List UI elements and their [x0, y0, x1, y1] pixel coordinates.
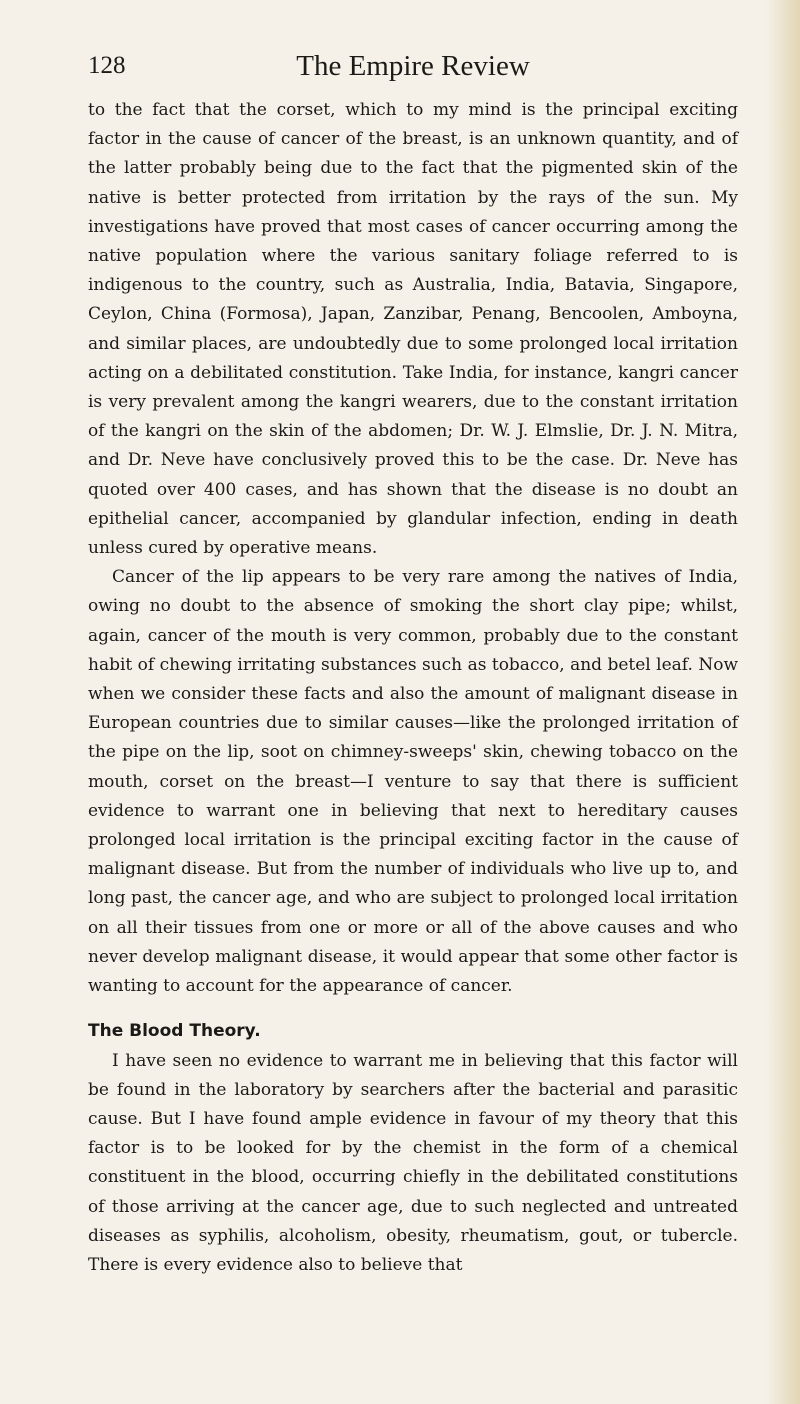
running-title: The Empire Review [296, 50, 530, 82]
page-edge-shadow [766, 0, 800, 1404]
page-number: 128 [88, 52, 126, 79]
paragraph-continued: to the fact that the corset, which to my mind is the principal exciting factor in the cause of cancer of the breast, is an unknown quantity, and of the latter probably being due to the fact that the pigmented skin of the native is better protected from irritation by the rays of the sun. My investigations have proved that most cases of cancer occurring among the native population where the various sanitary foliage referred to is indigenous to the country, such as Australia, India, Batavia, Singapore, Ceylon, China (Formosa), Japan, Zanzibar, Penang, Bencoolen, Amboyna, and similar places, are undoubtedly due to some prolonged local irritation acting on a debilitated constitution. Take India, for instance, kangri cancer is very prevalent among the kangri wearers, due to the constant irritation of the kangri on the skin of the abdomen; Dr. W. J. Elmslie, Dr. J. N. Mitra, and Dr. Neve have conclusively proved this to be the case. Dr. Neve has quoted over 400 cases, and has shown that the disease is no doubt an epithelial cancer, accompanied by glandular infection, ending in death unless cured by operative means. [88, 100, 738, 559]
page-header [88, 50, 738, 90]
section-heading: The Blood Theory. [88, 1021, 261, 1042]
paragraph-blood-theory: I have seen no evidence to warrant me in believing that this factor will be found in the laboratory by searchers after the bacterial and parasitic cause. But I have found ample evidence in favour of my theory that this factor is to be looked for by the chemist in the form of a chemical constituent in the blood, occurring chiefly in the debilitated constitutions of those arriving at the cancer age, due to such neglected and untreated diseases as syphilis, alcoholism, obesity, rheumatism, gout, or tubercle. There is every evidence also to believe that [88, 1050, 738, 1275]
paragraph-lip-cancer: Cancer of the lip appears to be very rare among the natives of India, owing no doubt to the absence of smoking the short clay pipe; whilst, again, cancer of the mouth is very common, probably due to the constant habit of chewing irritating substances such as tobacco, and betel leaf. Now when we consider these facts and also the amount of malignant disease in European countries due to similar causes—like the prolonged irritation of the pipe on the lip, soot on chimney-sweeps' skin, chewing tobacco on the mouth, corset on the breast—I venture to say that there is sufficient evidence to warrant one in believing that next to hereditary causes prolonged local irritation is the principal exciting factor in the cause of malignant disease. But from the number of individuals who live up to, and long past, the cancer age, and who are subject to prolonged local irritation on all their tissues from one or more or all of the above causes and who never develop malignant disease, it would appear that some other factor is wanting to account for the appearance of cancer. [88, 567, 738, 997]
body-text [88, 96, 738, 1280]
